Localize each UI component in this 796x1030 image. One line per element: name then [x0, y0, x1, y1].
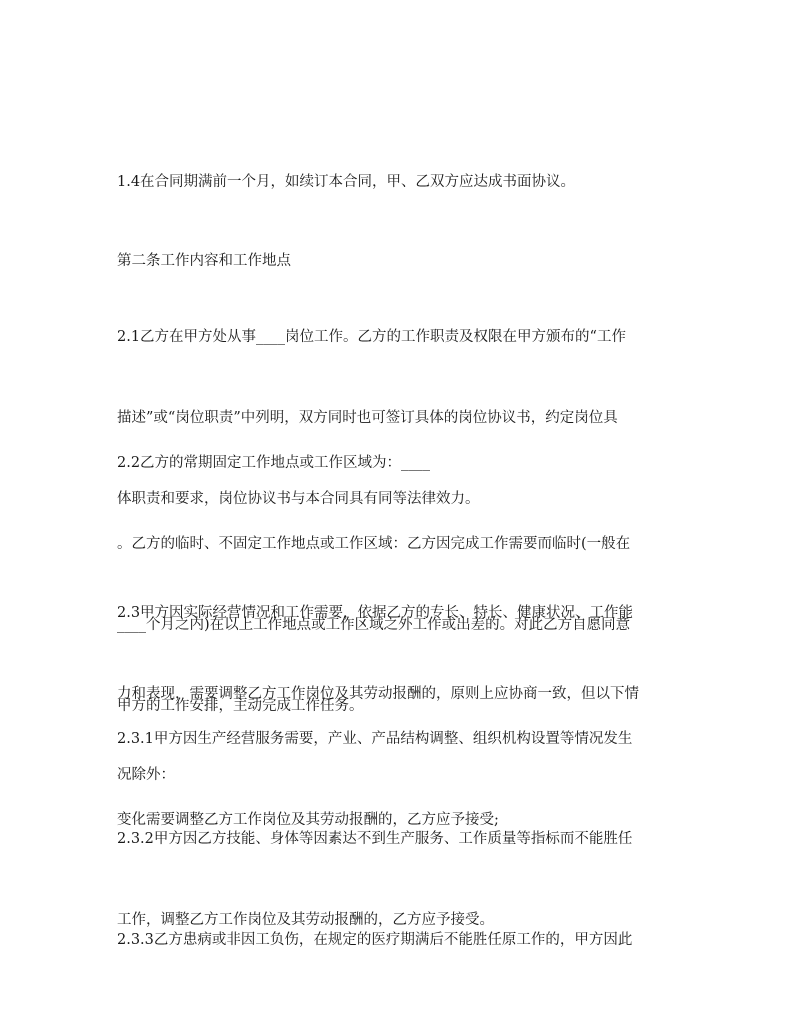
text-line: 2.3.3乙方患病或非因工负伤，在规定的医疗期满后不能胜任原工作的，甲方因此 [117, 932, 633, 948]
text-line: 第二条工作内容和工作地点 [117, 253, 291, 269]
text-line: 2.3.2甲方因乙方技能、身体等因素达不到生产服务、工作质量等指标而不能胜任 [117, 831, 633, 847]
text-line: 。乙方的临时、不固定工作地点或工作区域：乙方因完成工作需要而临时(一般在 [117, 536, 631, 552]
text-line: 2.2乙方的常期固定工作地点或工作区域为：____ [117, 455, 431, 471]
text-line: 1.4在合同期满前一个月，如续订本合同，甲、乙双方应达成书面协议。 [117, 174, 576, 190]
text-line: 况除外： [117, 767, 175, 783]
text-line: 变化需要调整乙方工作岗位及其劳动报酬的，乙方应予接受; [117, 812, 499, 828]
text-line: 工作，调整乙方工作岗位及其劳动报酬的，乙方应予接受。 [117, 912, 494, 928]
text-line: 体职责和要求，岗位协议书与本合同具有同等法律效力。 [117, 491, 480, 507]
text-line: 2.3甲方因实际经营情况和工作需要，依据乙方的专长、特长、健康状况、工作能 [117, 605, 634, 621]
text-line: 2.1乙方在甲方处从事____岗位工作。乙方的工作职责及权限在甲方颁布的“工作 [117, 329, 626, 345]
text-line: ____个月之内)在以上工作地点或工作区域之外工作或出差的。对此乙方自愿同意 [117, 617, 631, 633]
text-line: 甲方的工作安排，主动完成工作任务。 [117, 698, 364, 714]
text-line: 描述”或“岗位职责”中列明，双方同时也可签订具体的岗位协议书，约定岗位具 [117, 410, 618, 426]
text-line: 2.3.1甲方因生产经营服务需要，产业、产品结构调整、组织机构设置等情况发生 [117, 731, 633, 747]
text-line: 力和表现，需要调整乙方工作岗位及其劳动报酬的，原则上应协商一致，但以下情 [117, 686, 639, 702]
paragraph-2-3-3 [117, 873, 687, 1008]
